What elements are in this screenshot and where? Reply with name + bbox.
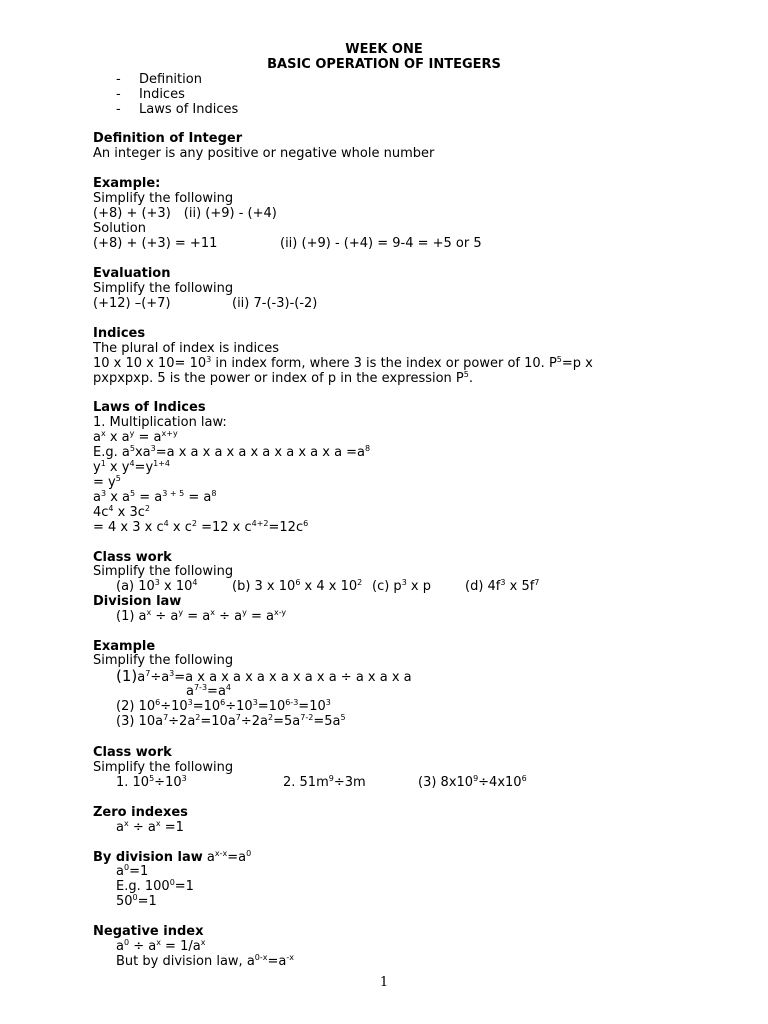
solution-label: Solution xyxy=(93,221,146,236)
definition-heading: Definition of Integer xyxy=(93,131,243,146)
classwork-instruction: Simplify the following xyxy=(93,760,234,775)
definition-text: An integer is any positive or negative whole number xyxy=(93,146,435,161)
division-heading: Division law xyxy=(93,594,182,609)
multiplication-example: $4c^4$ x $3c^2$ xyxy=(93,504,150,520)
outline-item: - Indices xyxy=(116,87,185,102)
negative-rule: $a^0 \div a^x = 1/a^x$ xyxy=(116,938,206,954)
laws-heading: Laws of Indices xyxy=(93,400,206,415)
outline-item: - Laws of Indices xyxy=(116,102,239,117)
example-instruction: Simplify the following xyxy=(93,191,234,206)
zero-example: $a^0=1$ xyxy=(116,863,149,879)
indices-heading: Indices xyxy=(93,326,146,341)
indices-line: The plural of index is indices xyxy=(93,341,279,356)
outline-item: - Definition xyxy=(116,72,202,87)
multiplication-example: E.g. $a^5xa^3=a$ x a x a x a x a x a x a x $a =a^8$ xyxy=(93,444,371,460)
multiplication-example: = $y^5$ xyxy=(93,474,121,490)
division-rule: (1) $a^x \div a^y = a^x \div a^y = a^{x-y}$ xyxy=(116,608,287,624)
example-line: $(1)a^7\div a^3=a$ x a x a x a x a x a x a ÷ a x a x a xyxy=(116,667,412,685)
example-line: $a^{7-3}=a^4$ xyxy=(186,683,231,699)
example-instruction: Simplify the following xyxy=(93,653,234,668)
classwork-question: (d) $4f^3$ x $5f^7$ xyxy=(465,578,540,594)
topic-title: BASIC OPERATION OF INTEGERS xyxy=(267,57,501,72)
example-answer-2: (ii) (+9) - (+4) = 9-4 = +5 or 5 xyxy=(280,236,482,251)
multiplication-example: $y^1$ x $y^4=y^{1+4}$ xyxy=(93,459,171,475)
evaluation-instruction: Simplify the following xyxy=(93,281,234,296)
zero-rule: $a^x \div a^x =1$ xyxy=(116,819,184,835)
classwork-heading: Class work xyxy=(93,550,172,565)
example-heading: Example xyxy=(93,639,156,654)
zero-heading: Zero indexes xyxy=(93,805,188,820)
negative-rule: But by division law, $a^{0-x}=a^{-x}$ xyxy=(116,953,294,969)
example-question: (+8) + (+3) (ii) (+9) - (+4) xyxy=(93,206,277,221)
classwork-question: (c) $p^3$ x p xyxy=(372,578,431,594)
classwork-question: 1. $10^5\div 10^3$ xyxy=(116,774,187,790)
indices-line: pxpxpxp. 5 is the power or index of p in the expression $P^5$. xyxy=(93,370,474,386)
classwork-instruction: Simplify the following xyxy=(93,564,234,579)
classwork-question: (a) $10^3$ x $10^4$ xyxy=(116,578,198,594)
page-number: 1 xyxy=(379,975,389,990)
evaluation-question-2: (ii) 7-(-3)-(-2) xyxy=(232,296,318,311)
zero-example: E.g. $100^0=1$ xyxy=(116,878,194,894)
example-heading: Example: xyxy=(93,176,161,191)
indices-line: 10 x 10 x $10= 10^3$ in index form, where 3 is the index or power of 10. $P^5=p$ x xyxy=(93,355,593,371)
zero-example: $50^0=1$ xyxy=(116,893,157,909)
evaluation-question-1: (+12) –(+7) xyxy=(93,296,171,311)
example-answer-1: (+8) + (+3) = +11 xyxy=(93,236,218,251)
multiplication-example: $a^3$ x $a^5 = a^{3 + 5} = a^8$ xyxy=(93,489,217,505)
example-line: (3) $10a^7\div 2a^2=10a^7\div 2a^2=5a^{7-2}=5a^5$ xyxy=(116,713,346,729)
classwork-question: 2. $51m^9\div 3m$ xyxy=(283,774,366,790)
week-title: WEEK ONE xyxy=(345,42,423,57)
evaluation-heading: Evaluation xyxy=(93,266,171,281)
classwork-heading: Class work xyxy=(93,745,172,760)
multiplication-label: 1. Multiplication law: xyxy=(93,415,227,430)
negative-heading: Negative index xyxy=(93,924,204,939)
multiplication-rule: $a^x$ x $a^y = a^{x+y}$ xyxy=(93,429,178,445)
division-law-line: By division law $a^{x-x}=a^0$ xyxy=(93,849,252,865)
classwork-question: (3) $8x10^9\div 4x10^6$ xyxy=(418,774,527,790)
example-line: (2) $10^6\div 10^3=10^6\div 10^3=10^{6-3}=10^3$ xyxy=(116,698,331,714)
classwork-question: (b) 3 x $10^6$ x 4 x $10^2$ xyxy=(232,578,363,594)
multiplication-example: = 4 x 3 x $c^4$ x $c^2 =12$ x $c^{4+2}=12c^6$ xyxy=(93,519,309,535)
